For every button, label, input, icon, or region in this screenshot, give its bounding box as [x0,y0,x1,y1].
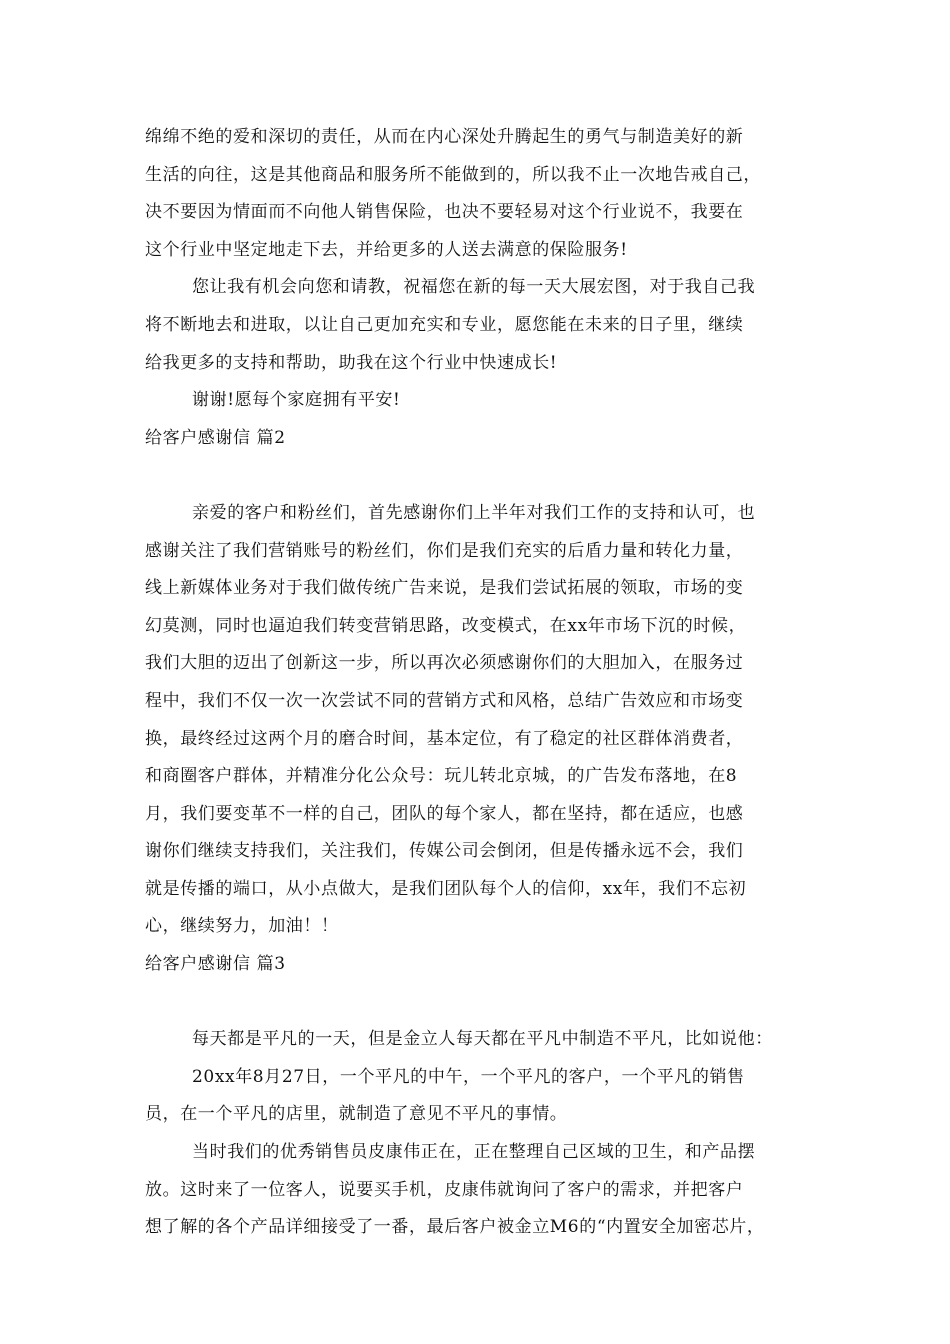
document-body [145,119,817,1247]
text-line: 谢谢!愿每个家庭拥有平安! [192,390,401,411]
text-line: 月，我们要变革不一样的自己，团队的每个家人，都在坚持，都在适应，也感 [145,803,744,824]
text-line: 给我更多的支持和帮助，助我在这个行业中快速成长! [145,352,558,373]
text-line: 这个行业中坚定地走下去，并给更多的人送去满意的保险服务! [145,239,628,260]
text-line: 决不要因为情面而不向他人销售保险，也决不要轻易对这个行业说不，我要在 [145,202,744,223]
text-line: 和商圈客户群体，并精准分化公众号：玩儿转北京城，的广告发布落地，在8 [145,766,738,787]
section-heading-2: 给客户感谢信 篇2 [145,427,286,448]
text-line: 您让我有机会向您和请教，祝福您在新的每一天大展宏图，对于我自己我 [192,277,756,298]
text-line: 程中，我们不仅一次一次尝试不同的营销方式和风格，总结广告效应和市场变 [145,690,744,711]
text-line: 幻莫测，同时也逼迫我们转变营销思路，改变模式，在xx年市场下沉的时候， [145,615,747,636]
text-line: 就是传播的端口，从小点做大，是我们团队每个人的信仰，xx年，我们不忘初 [145,878,747,899]
text-line: 心，继续努力，加油！！ [145,916,339,937]
blank-line [145,457,817,495]
text-line: 谢你们继续支持我们，关注我们，传媒公司会倒闭，但是传播永远不会，我们 [145,841,744,862]
text-line: 换，最终经过这两个月的磨合时间，基本定位，有了稳定的社区群体消费者， [145,728,744,749]
section-heading-3: 给客户感谢信 篇3 [145,954,286,975]
text-line: 每天都是平凡的一天，但是金立人每天都在平凡中制造不平凡，比如说他： [192,1029,773,1050]
text-line: 我们大胆的迈出了创新这一步，所以再次必须感谢你们的大胆加入，在服务过 [145,653,744,674]
blank-line [145,984,817,1022]
text-line: 绵绵不绝的爱和深切的责任，从而在内心深处升腾起生的勇气与制造美好的新 [145,127,744,147]
text-line: 感谢关注了我们营销账号的粉丝们，你们是我们充实的后盾力量和转化力量， [145,540,744,561]
text-line: 员，在一个平凡的店里，就制造了意见不平凡的事情。 [145,1104,568,1125]
text-line: 亲爱的客户和粉丝们，首先感谢你们上半年对我们工作的支持和认可，也 [192,502,756,523]
text-line: 线上新媒体业务对于我们做传统广告来说，是我们尝试拓展的领取，市场的变 [145,578,744,599]
text-line: 生活的向往，这是其他商品和服务所不能做到的，所以我不止一次地告戒自己， [145,164,761,185]
text-line: 放。这时来了一位客人，说要买手机，皮康伟就询问了客户的需求，并把客户 [145,1179,744,1200]
text-line: 想了解的各个产品详细接受了一番，最后客户被金立M6的“内置安全加密芯片， [145,1217,765,1238]
text-line: 当时我们的优秀销售员皮康伟正在，正在整理自己区域的卫生，和产品摆 [192,1142,756,1163]
text-line: 将不断地去和进取，以让自己更加充实和专业，愿您能在未来的日子里，继续 [145,314,744,335]
text-line: 20xx年8月27日，一个平凡的中午，一个平凡的客户，一个平凡的销售 [192,1066,745,1087]
